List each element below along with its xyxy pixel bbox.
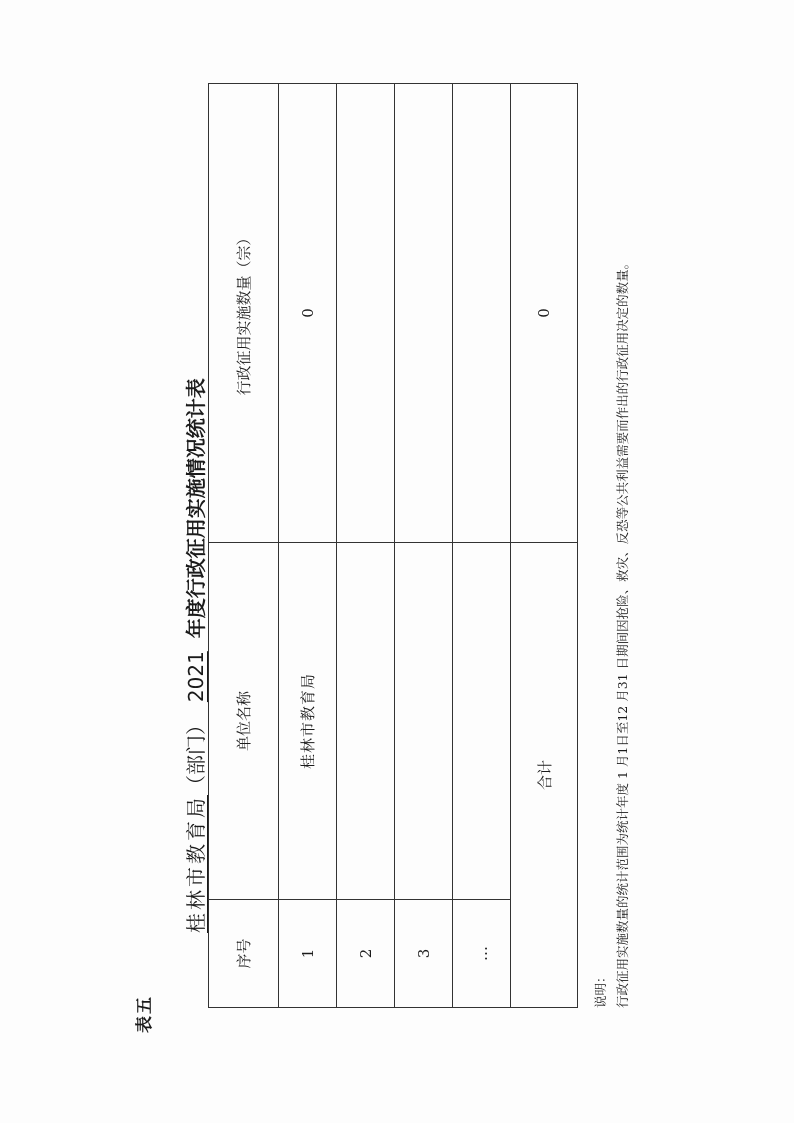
table-row (337, 84, 395, 1008)
title-main: 年度行政征用实施情况统计表 (184, 378, 208, 639)
total-value: 0 (511, 84, 578, 543)
table-row (453, 84, 511, 1008)
row-unit-name: 桂林市教育局 (279, 543, 337, 900)
total-label: 合计 (511, 543, 578, 1008)
row-unit-name (395, 543, 453, 900)
table-number-label: 表五 (135, 995, 155, 1033)
row-unit-name (337, 543, 395, 900)
table-row (395, 84, 453, 1008)
explanatory-note (590, 78, 634, 1008)
note-text: 行政征用实施数量的统计范围为统计年度 1 月1日至12 月31 日期间因抢险、救灾、反恐等公共利益需要而作出的行政征用决定的数量。 (615, 256, 630, 1008)
row-serial: 1 (279, 900, 337, 1008)
row-serial: … (453, 900, 511, 1008)
title-dept-suffix: （部门） (184, 715, 208, 795)
table-total-row (511, 84, 578, 1008)
row-serial: 3 (395, 900, 453, 1008)
row-count (453, 84, 511, 543)
stats-table (208, 83, 578, 1008)
document-title (180, 133, 209, 933)
header-count: 行政征用实施数量（宗） (209, 84, 279, 543)
header-unit-name: 单位名称 (209, 543, 279, 900)
row-count: 0 (279, 84, 337, 543)
header-serial: 序号 (209, 900, 279, 1008)
title-organization: 桂林市教育局 (184, 795, 208, 933)
title-year: 2021 (184, 651, 208, 703)
row-unit-name (453, 543, 511, 900)
table-row (279, 84, 337, 1008)
note-label: 说明： (593, 970, 608, 1008)
table-header-row (209, 84, 279, 1008)
row-count (395, 84, 453, 543)
row-count (337, 84, 395, 543)
row-serial: 2 (337, 900, 395, 1008)
